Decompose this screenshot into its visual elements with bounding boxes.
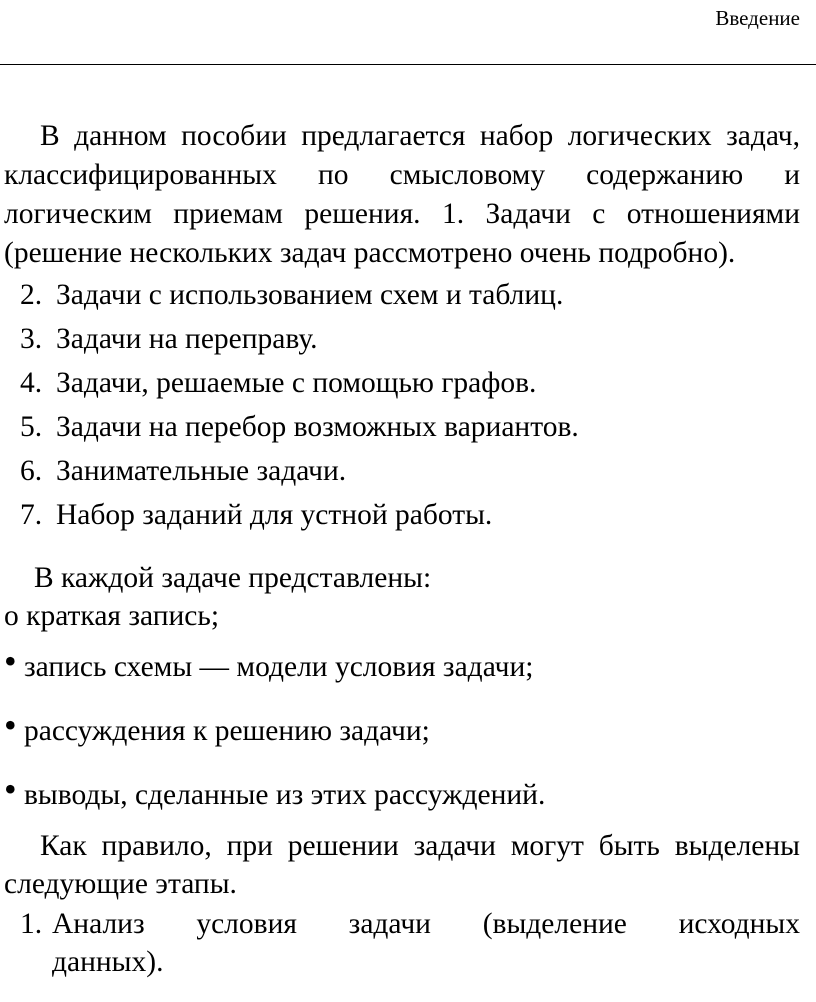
item-text: Задачи на перебор возможных вариантов. xyxy=(56,411,579,443)
running-header: Введение xyxy=(715,6,800,30)
item-number: 4. xyxy=(20,367,43,399)
bullet-item xyxy=(4,635,800,699)
stage-list xyxy=(4,905,800,981)
header-rule xyxy=(0,64,816,65)
item-number: 6. xyxy=(20,455,43,487)
list-item xyxy=(20,905,800,981)
list-item xyxy=(4,405,800,449)
page-body xyxy=(4,117,800,981)
bullet-icon: • xyxy=(4,769,17,809)
list-item xyxy=(4,361,800,405)
item-text: Задачи с использованием схем и таблиц. xyxy=(56,279,564,311)
item-text: Анализ условия задачи (выделение исходных данных). xyxy=(52,908,800,978)
bullet-icon: • xyxy=(4,641,17,681)
list-item xyxy=(4,273,800,317)
item-number: 3. xyxy=(20,323,43,355)
item-number: 1. xyxy=(20,908,43,940)
intro-paragraph: В данном пособии предлагается набор логических задач, классифицированных по смысловому содержанию и логическим приемам решения. 1. Задачи с отношениями (решение нескольких задач рассмотрено очень подробно). xyxy=(4,120,800,269)
item-number: 7. xyxy=(20,499,43,531)
bullet-text: рассуждения к решению задачи; xyxy=(24,715,430,747)
bullet-icon: • xyxy=(4,705,17,745)
bullet-text: запись схемы — модели условия задачи; xyxy=(24,651,534,683)
stages-intro-paragraph: Как правило, при решении задачи могут быть выделены следующие этапы. xyxy=(4,830,800,900)
item-text: Занимательные задачи. xyxy=(56,455,347,487)
bullet-text: выводы, сделанные из этих рассуждений. xyxy=(24,779,546,811)
task-type-list xyxy=(4,273,800,537)
bullet-item xyxy=(4,699,800,763)
item-number: 5. xyxy=(20,411,43,443)
list-item xyxy=(4,317,800,361)
item-text: Набор заданий для устной работы. xyxy=(56,499,493,531)
item-text: Задачи на переправу. xyxy=(56,323,318,355)
bullet-item xyxy=(4,763,800,827)
short-record-line: о краткая запись; xyxy=(4,600,220,632)
item-number: 2. xyxy=(20,279,43,311)
each-task-heading: В каждой задаче представлены: xyxy=(34,562,432,594)
list-item xyxy=(4,449,800,493)
item-text: Задачи, решаемые с помощью графов. xyxy=(56,367,537,399)
list-item xyxy=(4,493,800,537)
